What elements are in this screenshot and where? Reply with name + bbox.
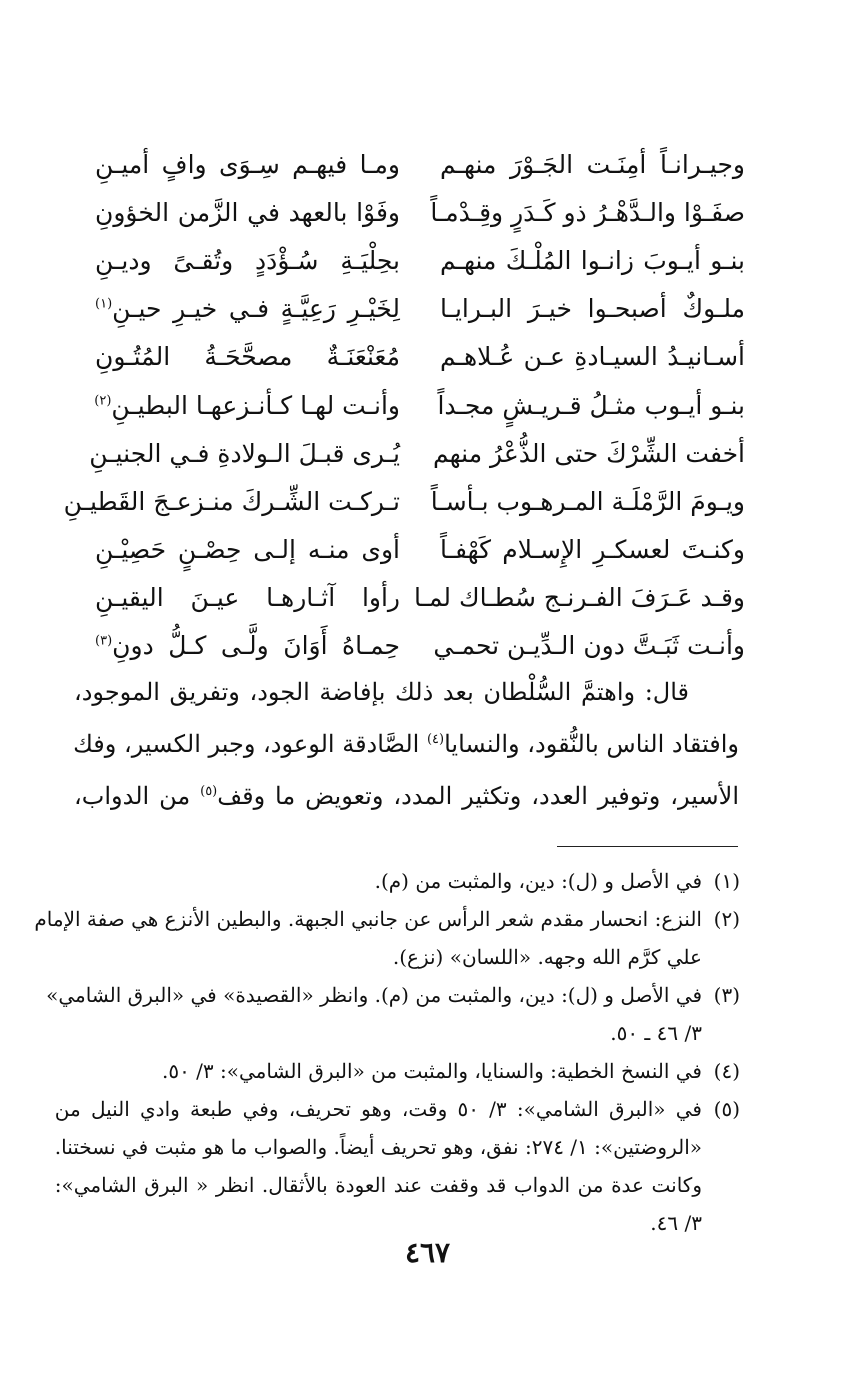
verse-first-hemistich bbox=[440, 294, 745, 323]
hemistich-text: تـركـت الشِّـركَ منـزعـجَ القَطيـنِ bbox=[63, 486, 400, 516]
hemistich-text: أخفت الشِّرْكَ حتى الذُّعْرُ منهم bbox=[433, 438, 745, 468]
footnote-line: ٣/ ٤٦ ـ ٥٠. bbox=[610, 1021, 702, 1045]
hemistich-text: وقـد عَـرَفَ الفـرنـج سُطـاك لمـا bbox=[414, 583, 745, 613]
verse-first-hemistich bbox=[437, 390, 745, 420]
page-number: ٤٦٧ bbox=[404, 1236, 451, 1269]
hemistich-text: وفَوْا بالعهد في الزَّمن الخؤونِ bbox=[95, 197, 400, 227]
footnotes bbox=[34, 862, 740, 1242]
footnote-marker: (١) bbox=[95, 296, 113, 312]
prose-line bbox=[74, 768, 739, 820]
footnote-body bbox=[34, 900, 702, 976]
hemistich-text: وجيـرانـاً أمِنَـت الجَـوْرَ منهـم bbox=[440, 149, 745, 179]
footnote-number: (١) bbox=[713, 869, 740, 893]
footnote-body bbox=[46, 976, 702, 1052]
hemistich-text: وأنـت ثَبَـتَّ دون الـدِّيـن تحمـي bbox=[433, 631, 745, 661]
prose-text: الصَّادقة الوعود، وجبر الكسير، وفك bbox=[73, 730, 427, 758]
hemistich-text: حِمـاهُ أَوَانَ ولَّـى كـلُّ دونِ bbox=[112, 631, 400, 661]
footnote-separator bbox=[557, 846, 738, 847]
verse-second-hemistich bbox=[95, 294, 400, 323]
footnote-body bbox=[55, 1090, 702, 1242]
footnote-marker: (٤) bbox=[426, 732, 445, 747]
verse-first-hemistich bbox=[440, 150, 745, 179]
hemistich-text: وكنـتَ لعسكـرِ الإِسـلام كَهْفـاً bbox=[440, 535, 745, 565]
footnote bbox=[34, 900, 740, 976]
verse-second-hemistich bbox=[95, 246, 400, 275]
footnote-number: (٤) bbox=[713, 1059, 740, 1083]
hemistich-text: أوى منـه إلـى حِصْـنٍ حَصِيْـنِ bbox=[95, 535, 400, 565]
footnote bbox=[54, 1090, 740, 1242]
footnote-number: (٢) bbox=[713, 907, 740, 931]
footnote-line: «الروضتين»: ١/ ٢٧٤: نفق، وهو تحريف أيضاً. والصواب ما هو مثبت في نسختنا. bbox=[54, 1135, 702, 1159]
hemistich-text: ويـومَ الرَّمْلَـة المـرهـوب بـأسـاً bbox=[430, 486, 745, 516]
prose-line bbox=[74, 716, 739, 768]
hemistich-text: ملـوكٌ أصبحـوا خيـرَ البـرايـا bbox=[440, 294, 745, 324]
hemistich-text: مُعَنْعَنَـةٌ مصحَّحَـةُ المُتُـونِ bbox=[95, 342, 400, 372]
poem-verse bbox=[95, 236, 745, 284]
hemistich-text: بنـو أيـوب مثـلُ قـريـشٍ مجـداً bbox=[437, 390, 745, 420]
verse-first-hemistich bbox=[430, 197, 745, 227]
verse-first-hemistich bbox=[440, 342, 745, 371]
verse-second-hemistich bbox=[95, 583, 400, 612]
verse-first-hemistich bbox=[414, 583, 745, 613]
footnote-marker: (٢) bbox=[94, 393, 112, 409]
footnote-marker: (٣) bbox=[95, 634, 113, 650]
footnote-number: (٣) bbox=[713, 983, 740, 1007]
verse-first-hemistich bbox=[430, 486, 745, 516]
footnote-line: النزع: انحسار مقدم شعر الرأس عن جانبي الجبهة. والبطين الأنزع هي صفة الإمام bbox=[34, 907, 702, 931]
prose-paragraph bbox=[74, 668, 739, 820]
poem-verse bbox=[95, 285, 745, 333]
footnote-line: وكانت عدة من الدواب قد وقفت عند العودة بالأثقال. انظر « البرق الشامي»: bbox=[54, 1173, 702, 1197]
poem-verse bbox=[95, 622, 745, 670]
poem bbox=[63, 140, 745, 670]
prose-text: وافتقاد الناس بالنُّقود، والنسايا bbox=[444, 730, 739, 758]
verse-second-hemistich bbox=[95, 342, 400, 371]
verse-second-hemistich bbox=[95, 150, 400, 179]
hemistich-text: بحِلْيَـةِ سُـؤْدَدٍ وتُقـىً وديـنِ bbox=[95, 245, 400, 275]
verse-second-hemistich bbox=[95, 535, 400, 564]
footnote-line: ٣/ ٤٦. bbox=[650, 1211, 702, 1235]
prose-line bbox=[74, 668, 739, 716]
hemistich-text: صفَـوْا والـدَّهْـرُ ذو كَـدَرٍ وقِـدْمـاً bbox=[430, 197, 745, 227]
verse-first-hemistich bbox=[440, 246, 745, 275]
footnote-body bbox=[72, 862, 702, 900]
prose-text: الأسير، وتوفير العدد، وتكثير المدد، وتعويض ما وقف bbox=[217, 782, 739, 810]
poem-verse bbox=[95, 381, 745, 429]
footnote-body bbox=[72, 1052, 702, 1090]
footnote-line: في النسخ الخطية: والسنايا، والمثبت من «البرق الشامي»: ٣/ ٥٠. bbox=[161, 1059, 702, 1083]
verse-second-hemistich bbox=[63, 486, 400, 516]
footnote-marker: (٥) bbox=[200, 784, 218, 799]
hemistich-text: يُـرى قبـلَ الـولادةِ فـي الجنيـنِ bbox=[89, 438, 400, 468]
poem-verse bbox=[63, 477, 745, 525]
verse-second-hemistich bbox=[95, 198, 400, 227]
poem-verse bbox=[95, 333, 745, 381]
hemistich-text: وأنـت لهـا كـأنـزعهـا البطيـنِ bbox=[111, 390, 400, 420]
poem-verse bbox=[95, 140, 745, 188]
footnote bbox=[72, 1052, 740, 1090]
poem-verse bbox=[95, 526, 745, 574]
hemistich-text: أسـانيـدُ السيـادةِ عـن عُـلاهـم bbox=[440, 342, 745, 372]
footnote-number: (٥) bbox=[713, 1097, 740, 1121]
footnote-line: في «البرق الشامي»: ٣/ ٥٠ وقت، وهو تحريف، وفي طبعة وادي النيل من bbox=[54, 1097, 702, 1121]
hemistich-text: رأوا آثـارهـا عيـنَ اليقيـنِ bbox=[95, 583, 400, 613]
footnote-line: في الأصل و (ل): دين، والمثبت من (م). وانظر «القصيدة» في «البرق الشامي» bbox=[46, 983, 702, 1007]
poem-verse bbox=[89, 429, 745, 477]
verse-second-hemistich bbox=[89, 438, 400, 468]
poem-verse bbox=[95, 574, 745, 622]
poem-verse bbox=[95, 188, 745, 236]
verse-second-hemistich bbox=[95, 391, 400, 420]
hemistich-text: بنـو أيـوبَ زانـوا المُلْـكَ منهـم bbox=[440, 245, 745, 275]
verse-second-hemistich bbox=[95, 631, 400, 660]
footnote bbox=[46, 976, 740, 1052]
footnote-line: علي كرَّم الله وجهه. «اللسان» (نزع). bbox=[392, 945, 702, 969]
prose-text: من الدواب، bbox=[74, 782, 201, 810]
footnote-line: في الأصل و (ل): دين، والمثبت من (م). bbox=[374, 869, 702, 893]
verse-first-hemistich bbox=[440, 535, 745, 564]
hemistich-text: لِخَيْـرِ رَعِيَّـةٍ فـي خيـرِ حيـنِ bbox=[112, 294, 400, 324]
prose-text: قال: واهتمَّ السُّلْطان بعد ذلك بإفاضة الجود، وتفريق الموجود، bbox=[74, 678, 689, 706]
hemistich-text: ومـا فيهـم سِـوَى وافٍ أميـنِ bbox=[95, 149, 400, 179]
verse-first-hemistich bbox=[433, 631, 745, 661]
footnote bbox=[72, 862, 740, 900]
verse-first-hemistich bbox=[433, 438, 745, 468]
